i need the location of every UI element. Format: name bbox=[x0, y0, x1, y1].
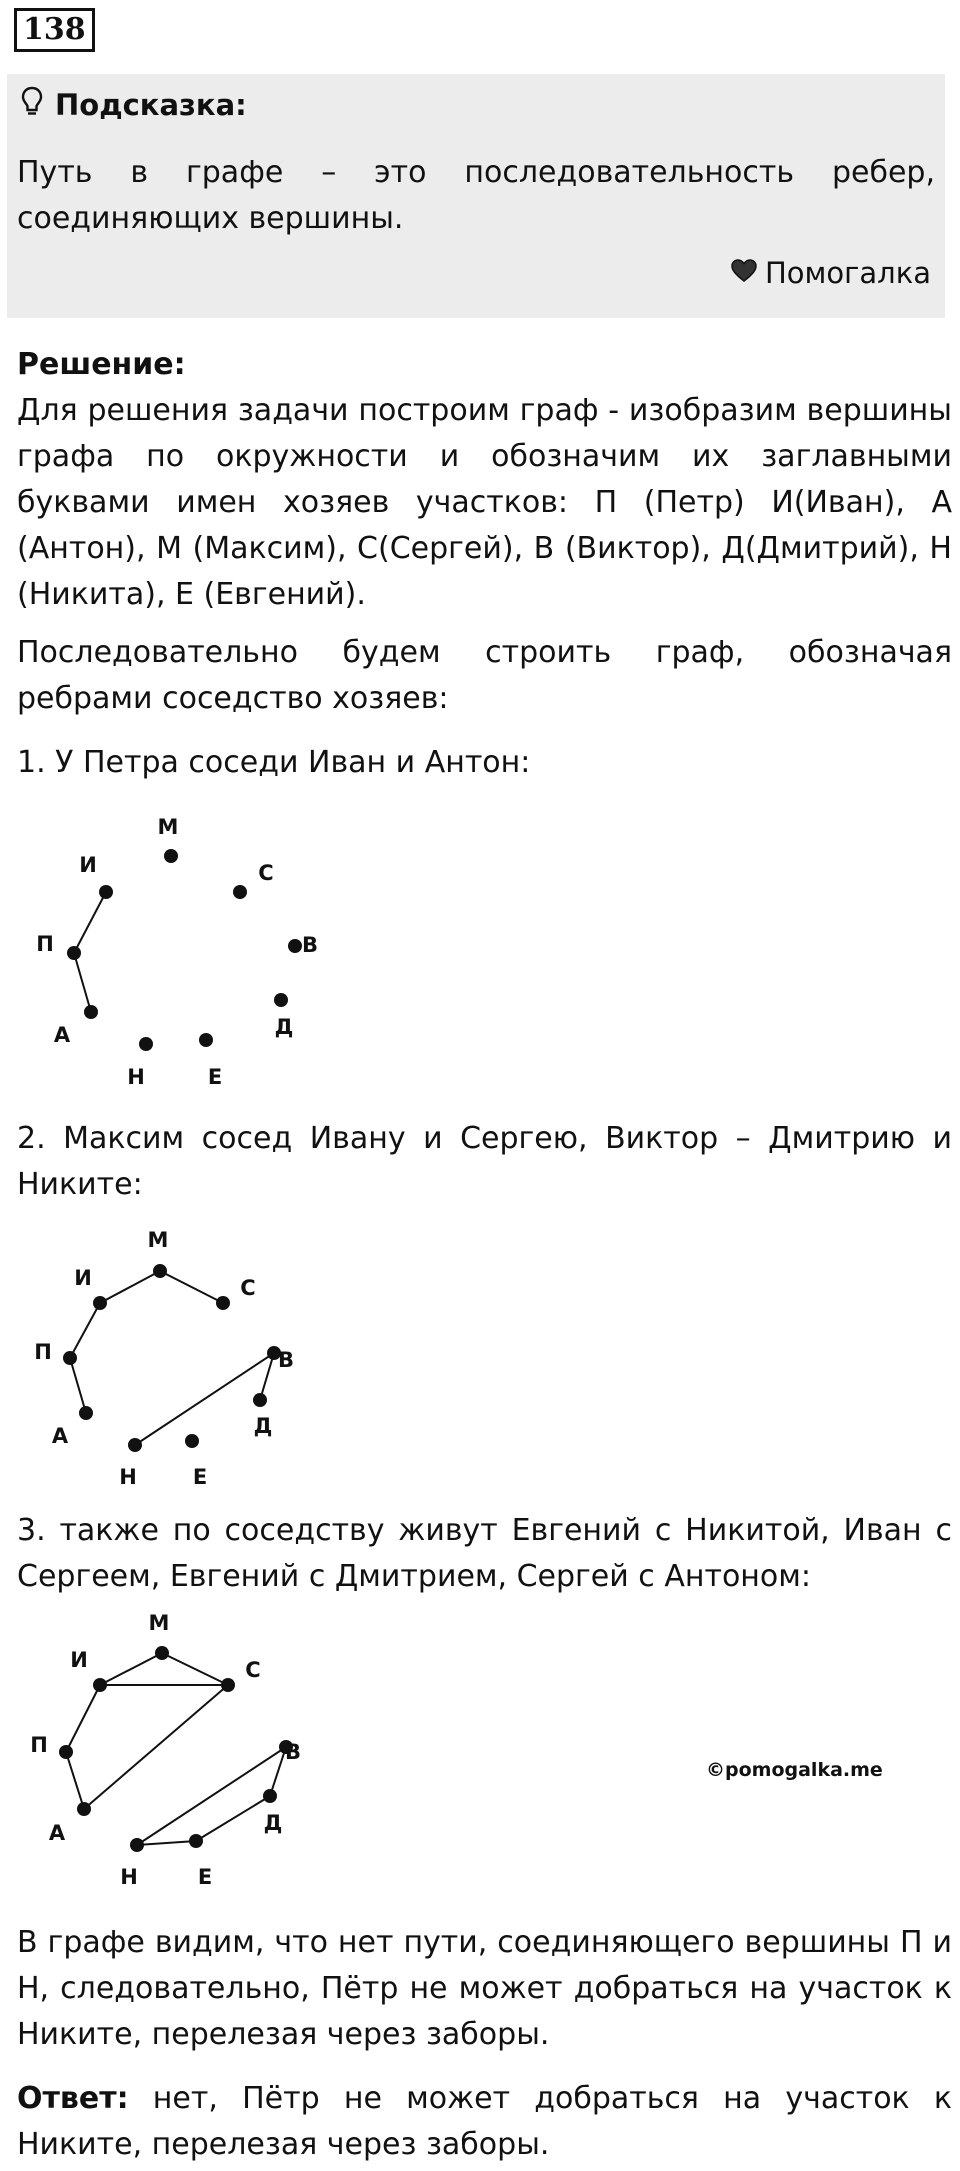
vertex-label-v: В bbox=[277, 1348, 295, 1372]
vertex-d bbox=[263, 1789, 277, 1803]
vertex-label-p: П bbox=[36, 932, 54, 956]
vertex-v bbox=[288, 939, 302, 953]
hint-header bbox=[21, 86, 247, 123]
vertex-m bbox=[153, 1264, 167, 1278]
edge-v-d bbox=[270, 1747, 286, 1796]
hint-text: Путь в графе – это последовательность ребер, соединяющих вершины. bbox=[17, 155, 935, 236]
vertex-label-m: М bbox=[157, 815, 179, 839]
edge-p-i bbox=[74, 892, 106, 953]
vertex-label-a: А bbox=[53, 1023, 71, 1047]
vertex-label-d: Д bbox=[274, 1015, 294, 1039]
vertex-label-v: В bbox=[284, 1740, 302, 1764]
lightbulb-icon bbox=[21, 86, 43, 123]
solution-heading: Решение: bbox=[17, 347, 186, 382]
vertex-s bbox=[216, 1296, 230, 1310]
task-number: 138 bbox=[14, 8, 95, 52]
graph-step-3 bbox=[0, 1598, 340, 1898]
vertex-n bbox=[139, 1037, 153, 1051]
edge-p-a bbox=[74, 953, 91, 1012]
vertex-i bbox=[93, 1678, 107, 1692]
edge-p-a bbox=[70, 1358, 86, 1413]
brand-link[interactable] bbox=[731, 256, 931, 290]
conclusion-text: В графе видим, что нет пути, соединяющего вершины П и Н, следовательно, Пётр не может добраться на участок к Никите, перелезая через заборы. bbox=[17, 1925, 952, 2052]
graph-step-1 bbox=[0, 800, 340, 1100]
edge-e-n bbox=[137, 1841, 196, 1845]
vertex-i bbox=[99, 885, 113, 899]
vertex-label-d: Д bbox=[263, 1811, 283, 1835]
vertex-label-n: Н bbox=[127, 1065, 145, 1089]
vertex-label-e: Е bbox=[197, 1865, 213, 1889]
vertex-label-p: П bbox=[34, 1340, 52, 1364]
vertex-label-n: Н bbox=[120, 1865, 138, 1889]
edge-p-a bbox=[66, 1752, 84, 1809]
step-intro: Последовательно будем строить граф, обозначая ребрами соседство хозяев: bbox=[17, 635, 952, 716]
vertex-n bbox=[130, 1838, 144, 1852]
step-2-text: 2. Максим сосед Ивану и Сергею, Виктор – Дмитрию и Никите: bbox=[17, 1121, 952, 1202]
vertex-p bbox=[67, 946, 81, 960]
vertex-label-m: М bbox=[147, 1228, 169, 1252]
edge-p-i bbox=[66, 1685, 100, 1752]
vertex-label-e: Е bbox=[192, 1465, 208, 1489]
vertex-label-i: И bbox=[74, 1266, 92, 1290]
vertex-label-s: С bbox=[258, 861, 274, 885]
vertex-d bbox=[253, 1393, 267, 1407]
heart-icon bbox=[731, 256, 757, 290]
edge-m-s bbox=[162, 1653, 228, 1685]
vertex-a bbox=[77, 1802, 91, 1816]
vertex-label-d: Д bbox=[253, 1414, 273, 1438]
edge-m-i bbox=[100, 1653, 162, 1685]
vertex-label-s: С bbox=[240, 1276, 256, 1300]
vertex-label-i: И bbox=[79, 853, 97, 877]
answer-text bbox=[17, 2076, 952, 2168]
hint-title: Подсказка: bbox=[55, 87, 247, 122]
edge-p-i bbox=[70, 1303, 100, 1358]
watermark: ©pomogalka.me bbox=[706, 1759, 883, 1781]
answer-label: Ответ: bbox=[17, 2081, 129, 2116]
edge-e-d bbox=[196, 1796, 270, 1841]
answer-body: нет, Пётр не может добраться на участок к Никите, перелезая через заборы. bbox=[17, 2081, 952, 2162]
vertex-m bbox=[164, 849, 178, 863]
vertex-label-m: М bbox=[148, 1611, 170, 1635]
hint-box bbox=[7, 74, 945, 318]
vertex-a bbox=[84, 1005, 98, 1019]
graph-step-2 bbox=[0, 1215, 340, 1505]
vertex-s bbox=[233, 885, 247, 899]
edge-s-a bbox=[84, 1685, 228, 1809]
vertex-label-p: П bbox=[30, 1733, 48, 1757]
vertex-label-a: А bbox=[48, 1821, 66, 1845]
vertex-i bbox=[93, 1296, 107, 1310]
vertex-d bbox=[274, 993, 288, 1007]
edge-m-s bbox=[160, 1271, 223, 1303]
step-3-text: 3. также по соседству живут Евгений с Никитой, Иван с Сергеем, Евгений с Дмитрием, Сергей с Антоном: bbox=[17, 1513, 952, 1594]
step-1-text: 1. У Петра соседи Иван и Антон: bbox=[17, 745, 531, 780]
vertex-n bbox=[128, 1438, 142, 1452]
vertex-label-n: Н bbox=[119, 1465, 137, 1489]
vertex-m bbox=[155, 1646, 169, 1660]
vertex-e bbox=[189, 1834, 203, 1848]
vertex-e bbox=[185, 1434, 199, 1448]
vertex-label-i: И bbox=[70, 1648, 88, 1672]
vertex-label-s: С bbox=[245, 1658, 261, 1682]
vertex-label-v: В bbox=[301, 933, 319, 957]
brand-name: Помогалка bbox=[765, 256, 931, 290]
edge-m-i bbox=[100, 1271, 160, 1303]
vertex-p bbox=[63, 1351, 77, 1365]
vertex-label-e: Е bbox=[207, 1065, 223, 1089]
vertex-p bbox=[59, 1745, 73, 1759]
vertex-a bbox=[79, 1406, 93, 1420]
solution-intro: Для решения задачи построим граф - изобразим вершины графа по окружности и обозначим их заглавными буквами имен хозяев участков: П (Петр) И(Иван), А (Антон), М (Максим), С(Сергей), В (Виктор), Д(Дмитрий), Н (Никита), Е (Евгений). bbox=[17, 393, 952, 612]
vertex-s bbox=[221, 1678, 235, 1692]
vertex-e bbox=[199, 1033, 213, 1047]
vertex-label-a: А bbox=[51, 1424, 69, 1448]
